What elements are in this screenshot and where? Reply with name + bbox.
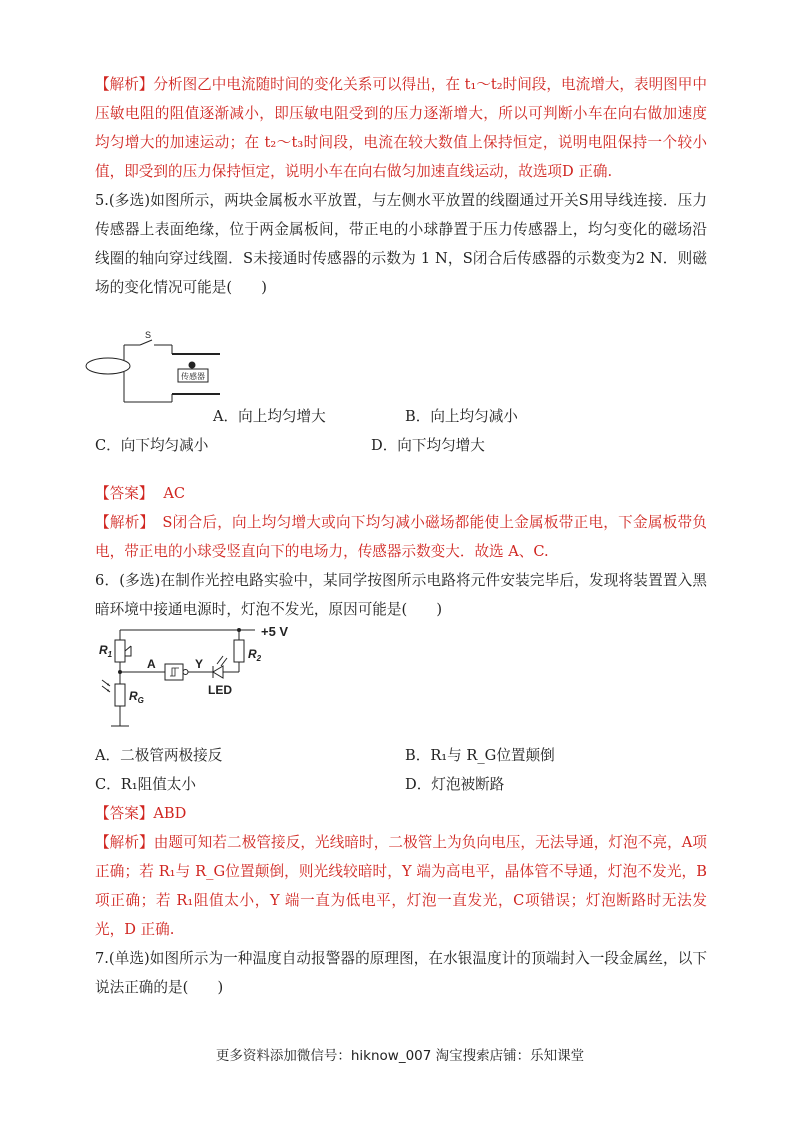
r2-resistor (234, 640, 244, 662)
svg-text:RG (129, 689, 144, 705)
q5-option-b: B．向上均匀减小 (405, 408, 518, 425)
q5-option-c: C．向下均匀减小 (95, 437, 209, 454)
supply-label: +5 V (261, 624, 289, 639)
r1-sub: 1 (107, 650, 113, 659)
q6-option-d: D．灯泡被断路 (405, 776, 505, 793)
schmitt-inverter (165, 664, 183, 680)
answer-value: ABD (153, 805, 187, 822)
q5-options-row-1 (95, 402, 707, 431)
coil-plate-diagram (80, 314, 240, 414)
rg-label: R (129, 689, 138, 703)
question-7-stem: 7.(单选)如图所示为一种温度自动报警器的原理图，在水银温度计的顶端封入一段金属丝，以下说法正确的是( ) (95, 950, 707, 996)
analysis-tag: 【解析】 (95, 514, 155, 531)
charged-ball (189, 362, 196, 369)
r1-label: R (99, 643, 108, 657)
question-6-stem: 6．(多选)在制作光控电路实验中，某同学按图所示电路将元件安装完毕后，发现将装置置入黑暗环境中接通电源时，灯泡不发光，原因可能是( ) (95, 572, 707, 618)
analysis-tag: 【解析】 (95, 834, 154, 851)
q6-option-c: C．R₁阻值太小 (95, 776, 196, 793)
q5-option-d: D．向下均匀增大 (371, 437, 485, 454)
q6-options-row-1 (95, 741, 707, 770)
led-label: LED (208, 683, 232, 697)
y-label: Y (195, 657, 204, 671)
q6-answer (95, 799, 707, 828)
led-diode (213, 666, 223, 678)
rg-photoresistor (115, 684, 125, 706)
svg-text:R1 (99, 643, 113, 659)
q5-answer (95, 479, 707, 508)
rg-sub: G (137, 696, 144, 705)
r2-sub: 2 (256, 654, 262, 663)
r1-resistor (115, 640, 125, 662)
q6-figure (95, 624, 707, 741)
q6-options-row-2 (95, 770, 707, 799)
answer-tag: 【答案】 (95, 805, 154, 822)
question-5-stem: 5.(多选)如图所示，两块金属板水平放置，与左侧水平放置的线圈通过开关S用导线连接．压力传感器上表面绝缘，位于两金属板间，带正电的小球静置于压力传感器上，均匀变化的磁场沿线圈的轴向穿过线圈．S未接通时传感器的示数为 1 N，S闭合后传感器的示数变为2 N．则磁场的变化情况可能是( ) (95, 192, 707, 296)
q6-option-a: A．二极管两极接反 (95, 747, 223, 764)
page-footer: 更多资料添加微信号：hiknow_007 淘宝搜索店铺：乐知课堂 (215, 1048, 585, 1064)
q6-analysis (95, 828, 707, 944)
switch-label: S (145, 330, 152, 340)
page-content (95, 70, 707, 1002)
sensor-label: 传感器 (181, 372, 205, 381)
a-label: A (147, 657, 156, 671)
analysis-text: 由题可知若二极管接反，光线暗时，二极管上为负向电压，无法导通，灯泡不亮，A项正确；若 R₁与 R_G位置颠倒，则光线较暗时，Y 端为高电平，晶体管不导通，灯泡不发光，B 项正确；若 R₁阻值太小，Y 端一直为低电平，灯泡一直发光，C项错误；灯泡断路时无法发光，D 正确. (95, 834, 707, 938)
analysis-q4 (95, 70, 707, 186)
q6-option-b: B．R₁与 R_G位置颠倒 (405, 747, 555, 764)
q5-figure (95, 302, 707, 402)
answer-tag: 【答案】 (95, 485, 154, 502)
light-control-circuit (95, 624, 325, 741)
analysis-text: 分析图乙中电流随时间的变化关系可以得出，在 t₁～t₂时间段，电流增大，表明图甲中压敏电阻的阻值逐渐减小，即压敏电阻受到的压力逐渐增大，所以可判断小车在向右做加速度均匀增大的加速运动；在 t₂～t₃时间段，电流在较大数值上保持恒定，说明电阻保持一个较小值，即受到的压力保持恒定，说明小车在向右做匀加速直线运动，故选项D 正确. (95, 76, 707, 180)
q5-options-row-2 (95, 431, 707, 460)
analysis-text: S闭合后，向上均匀增大或向下均匀减小磁场都能使上金属板带正电，下金属板带负电，带正电的小球受竖直向下的电场力，传感器示数变大．故选 A、C. (95, 514, 707, 560)
svg-text:R2 (248, 647, 262, 663)
analysis-tag: 【解析】 (95, 76, 154, 93)
switch-blade (140, 340, 152, 345)
r2-label: R (248, 647, 257, 661)
q5-analysis (95, 508, 707, 566)
coil-shape (86, 358, 130, 374)
answer-value: AC (163, 485, 186, 502)
q5-option-a: A．向上均匀增大 (213, 408, 326, 425)
